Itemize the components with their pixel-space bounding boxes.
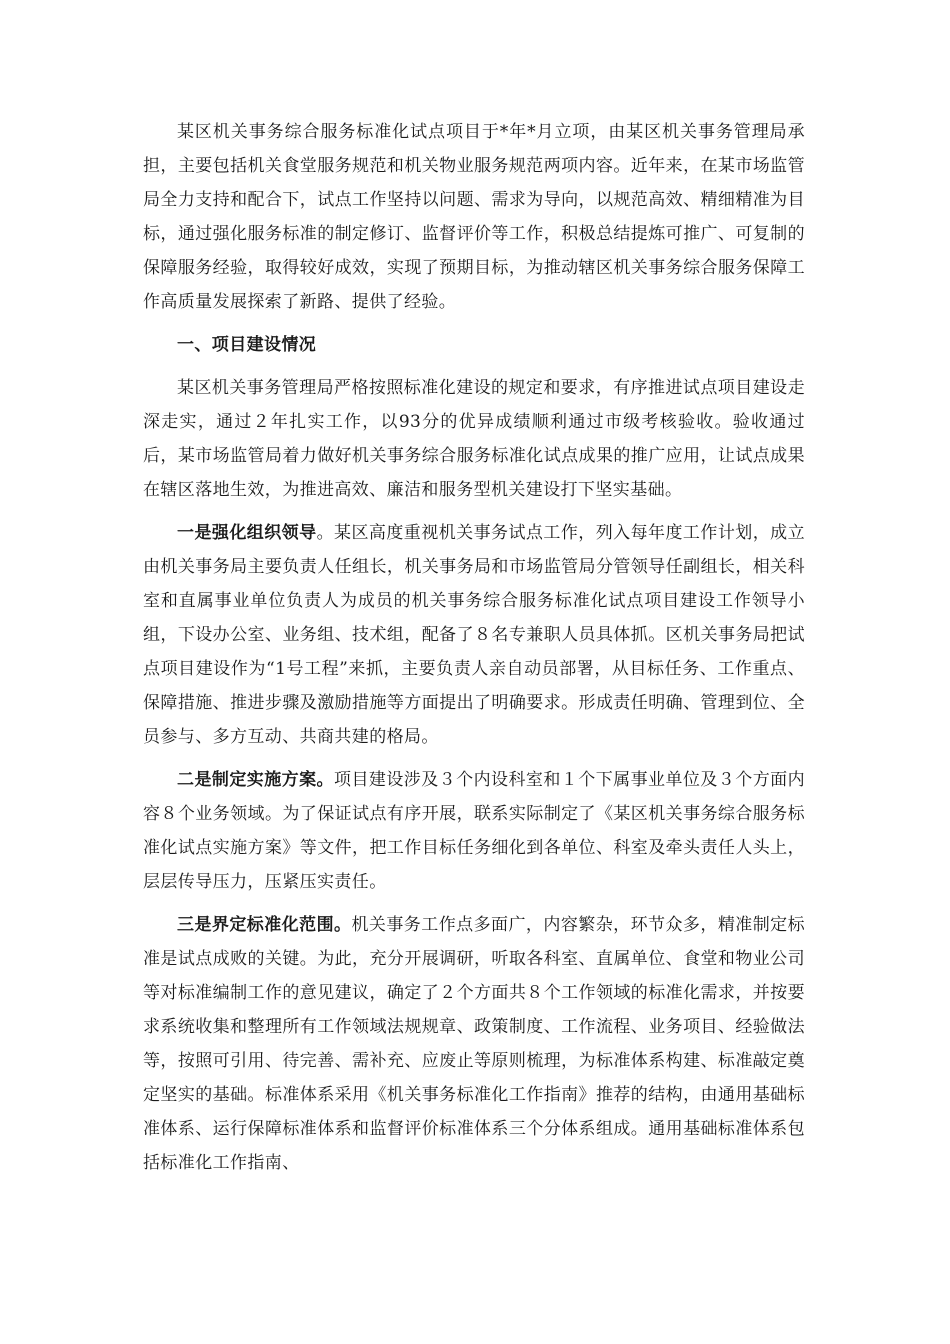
item-standardization-scope-text: 机关事务工作点多面广，内容繁杂，环节众多，精准制定标准是试点成败的关键。为此，充分开展调研，听取各科室、直属单位、食堂和物业公司等对标准编制工作的意见建议，确定了２个方面共８个工作领域的标准化需求，并按要求系统收集和整理所有工作领域法规规章、政策制度、工作流程、业务项目、经验做法等，按照可引用、待完善、需补充、应废止等原则梳理，为标准体系构建、标准敲定奠定坚实的基础。标准体系采用《机关事务标准化工作指南》推荐的结构，由通用基础标准体系、运行保障标准体系和监督评价标准体系三个分体系组成。通用基础标准体系包括标准化工作指南、 [143,915,806,1173]
item-implementation-plan [143,763,805,899]
item-implementation-plan-lead: 二是制定实施方案。 [177,770,335,790]
item-standardization-scope-lead: 三是界定标准化范围。 [177,915,352,935]
project-construction-paragraph: 某区机关事务管理局严格按照标准化建设的规定和要求，有序推进试点项目建设走深走实，通过２年扎实工作，以93分的优异成绩顺利通过市级考核验收。验收通过后，某市场监管局着力做好机关事务综合服务标准化试点成果的推广应用，让试点成果在辖区落地生效，为推进高效、廉洁和服务型机关建设打下坚实基础。 [143,378,805,500]
document-page [143,115,805,1189]
intro-paragraph: 某区机关事务综合服务标准化试点项目于*年*月立项，由某区机关事务管理局承担，主要包括机关食堂服务规范和机关物业服务规范两项内容。近年来，在某市场监管局全力支持和配合下，试点工作坚持以问题、需求为导向，以规范高效、精细精准为目标，通过强化服务标准的制定修订、监督评价等工作，积极总结提炼可推广、可复制的保障服务经验，取得较好成效，实现了预期目标，为推动辖区机关事务综合服务保障工作高质量发展探索了新路、提供了经验。 [143,122,805,312]
item-organization-leadership [143,516,805,754]
item-standardization-scope [143,908,805,1180]
item-organization-leadership-text: 。某区高度重视机关事务试点工作，列入每年度工作计划，成立由机关事务局主要负责人任组长，机关事务局和市场监管局分管领导任副组长，相关科室和直属事业单位负责人为成员的机关事务综合服务标准化试点项目建设工作领导小组，下设办公室、业务组、技术组，配备了８名专兼职人员具体抓。区机关事务局把试点项目建设作为“1号工程”来抓，主要负责人亲自动员部署，从目标任务、工作重点、保障措施、推进步骤及激励措施等方面提出了明确要求。形成责任明确、管理到位、全员参与、多方互动、共商共建的格局。 [143,523,806,747]
item-organization-leadership-lead: 一是强化组织领导 [177,523,317,543]
item-implementation-plan-text: 项目建设涉及３个内设科室和１个下属事业单位及３个方面内容８个业务领域。为了保证试点有序开展，联系实际制定了《某区机关事务综合服务标准化试点实施方案》等文件，把工作目标任务细化到各单位、科室及牵头责任人头上，层层传导压力，压紧压实责任。 [143,770,805,892]
section-heading-project-construction: 一、项目建设情况 [177,335,317,355]
